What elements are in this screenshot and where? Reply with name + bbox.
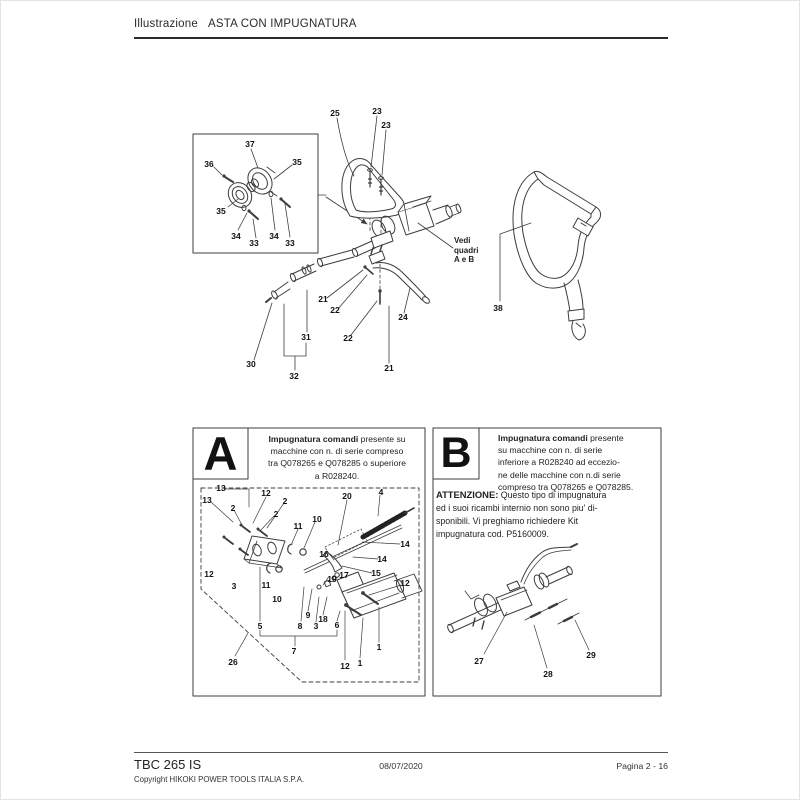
- text-line: tra Q078265 e Q078285 o superiore: [267, 458, 407, 469]
- text-line: su macchine con n. di serie: [498, 445, 603, 456]
- part-number-12: 12: [400, 577, 410, 588]
- text-line: Vedi: [454, 236, 471, 245]
- part-number-10: 10: [312, 513, 322, 524]
- shoulder-harness-drawing: [500, 171, 601, 340]
- part-number-27: 27: [474, 655, 484, 666]
- part-number-22: 22: [330, 304, 340, 315]
- part-number-1: 1: [357, 657, 363, 668]
- part-number-22: 22: [343, 332, 353, 343]
- part-number-32: 32: [289, 370, 299, 381]
- page-number: Pagina 2 - 16: [616, 761, 668, 771]
- part-number-33: 33: [249, 237, 259, 248]
- box-b-warning-bold: ATTENZIONE:: [436, 489, 499, 500]
- part-number-12: 12: [340, 660, 350, 671]
- part-number-36: 36: [204, 158, 214, 169]
- part-number-14: 14: [400, 538, 410, 549]
- text-line: A e B: [454, 255, 475, 264]
- box-b-description: [498, 432, 661, 493]
- part-number-18: 18: [318, 613, 328, 624]
- part-number-13: 13: [202, 494, 212, 505]
- box-b-warning: [436, 488, 660, 541]
- text-line: ne delle macchine con n.di serie: [498, 469, 621, 480]
- part-number-14: 14: [377, 553, 387, 564]
- part-number-37: 37: [245, 138, 255, 149]
- text-line: [252, 433, 422, 445]
- part-number-3: 3: [231, 580, 237, 591]
- text-line: [498, 432, 661, 444]
- box-b-warning-lines: [436, 502, 660, 541]
- clamp-detail-box: [193, 134, 326, 253]
- part-number-21: 21: [384, 362, 394, 373]
- text-line: quadri: [454, 245, 479, 255]
- part-number-38: 38: [493, 302, 503, 313]
- see-boxes-note: [454, 236, 478, 265]
- box-a-description-lines: [252, 445, 422, 482]
- part-number-33: 33: [285, 237, 295, 248]
- text-line: a R028240.: [314, 470, 360, 481]
- part-number-8: 8: [297, 620, 303, 631]
- document-date: 08/07/2020: [379, 761, 423, 771]
- box-b-description-rest: presente: [587, 433, 624, 443]
- handlebar-tube: [376, 262, 426, 297]
- part-number-5: 5: [257, 620, 263, 631]
- part-number-24: 24: [398, 311, 408, 322]
- part-number-34: 34: [269, 230, 279, 241]
- box-b-description-bold: Impugnatura comandi: [498, 433, 588, 443]
- part-number-30: 30: [246, 358, 256, 369]
- part-number-23: 23: [372, 105, 382, 116]
- text-line: [436, 488, 660, 502]
- text-line: compreso tra Q078265 e Q078285.: [498, 481, 634, 492]
- text-line: sponibili. Vi preghiamo richiedere Kit: [436, 516, 579, 526]
- part-number-11: 11: [293, 520, 303, 531]
- part-number-34: 34: [231, 230, 241, 241]
- text-line: inferiore a R028240 ad eccezio-: [498, 457, 620, 468]
- part-number-10: 10: [272, 593, 282, 604]
- text-line: ed i suoi ricambi internio non sono piu' di-: [436, 503, 598, 513]
- part-number-35: 35: [216, 205, 226, 216]
- box-b-warning-rest: Questo tipo di impugnatura: [498, 490, 607, 500]
- part-number-29: 29: [586, 649, 596, 660]
- part-number-19: 19: [327, 573, 337, 584]
- part-number-16: 16: [319, 548, 329, 559]
- part-number-2: 2: [282, 495, 288, 506]
- box-a-letter: A: [203, 427, 238, 480]
- harness-hook: [572, 321, 586, 340]
- part-number-12: 12: [204, 568, 214, 579]
- box-b-letter: B: [440, 429, 472, 477]
- box-a-description-bold: Impugnatura comandi: [268, 434, 359, 444]
- part-number-17: 17: [339, 569, 349, 580]
- part-number-2: 2: [273, 508, 279, 519]
- page-title-main: ASTA CON IMPUGNATURA: [207, 18, 357, 30]
- part-number-20: 20: [342, 490, 352, 501]
- text-line: macchine con n. di serie compreso: [270, 446, 404, 457]
- loop-handle: [342, 159, 404, 219]
- page-title-prefix: Illustrazione: [134, 18, 198, 30]
- part-number-11: 11: [261, 579, 271, 590]
- part-number-3: 3: [313, 620, 319, 631]
- part-number-28: 28: [543, 668, 553, 679]
- part-number-15: 15: [371, 567, 381, 578]
- part-number-4: 4: [378, 486, 384, 497]
- part-number-23: 23: [381, 119, 391, 130]
- part-number-26: 26: [228, 656, 238, 667]
- text-line: impugnatura cod. P5160009.: [436, 529, 549, 539]
- part-number-25: 25: [330, 107, 340, 118]
- exploded-parts-illustration: [1, 1, 800, 801]
- part-number-35: 35: [292, 156, 302, 167]
- model-code: TBC 265 IS: [134, 757, 202, 772]
- part-number-9: 9: [305, 609, 311, 620]
- footer-divider: [134, 752, 668, 753]
- part-number-1: 1: [376, 641, 382, 652]
- part-number-6: 6: [334, 619, 340, 630]
- part-number-31: 31: [301, 331, 311, 342]
- box-b-description-lines: [498, 444, 661, 493]
- part-number-21: 21: [318, 293, 328, 304]
- part-number-13: 13: [216, 482, 226, 493]
- part-number-7: 7: [291, 645, 297, 656]
- copyright-notice: Copyright HIKOKI POWER TOOLS ITALIA S.P.A.: [134, 775, 305, 784]
- part-number-2: 2: [230, 502, 236, 513]
- box-a-description-rest: presente su: [358, 434, 406, 444]
- box-a-description: [252, 433, 422, 482]
- part-number-12: 12: [261, 487, 271, 498]
